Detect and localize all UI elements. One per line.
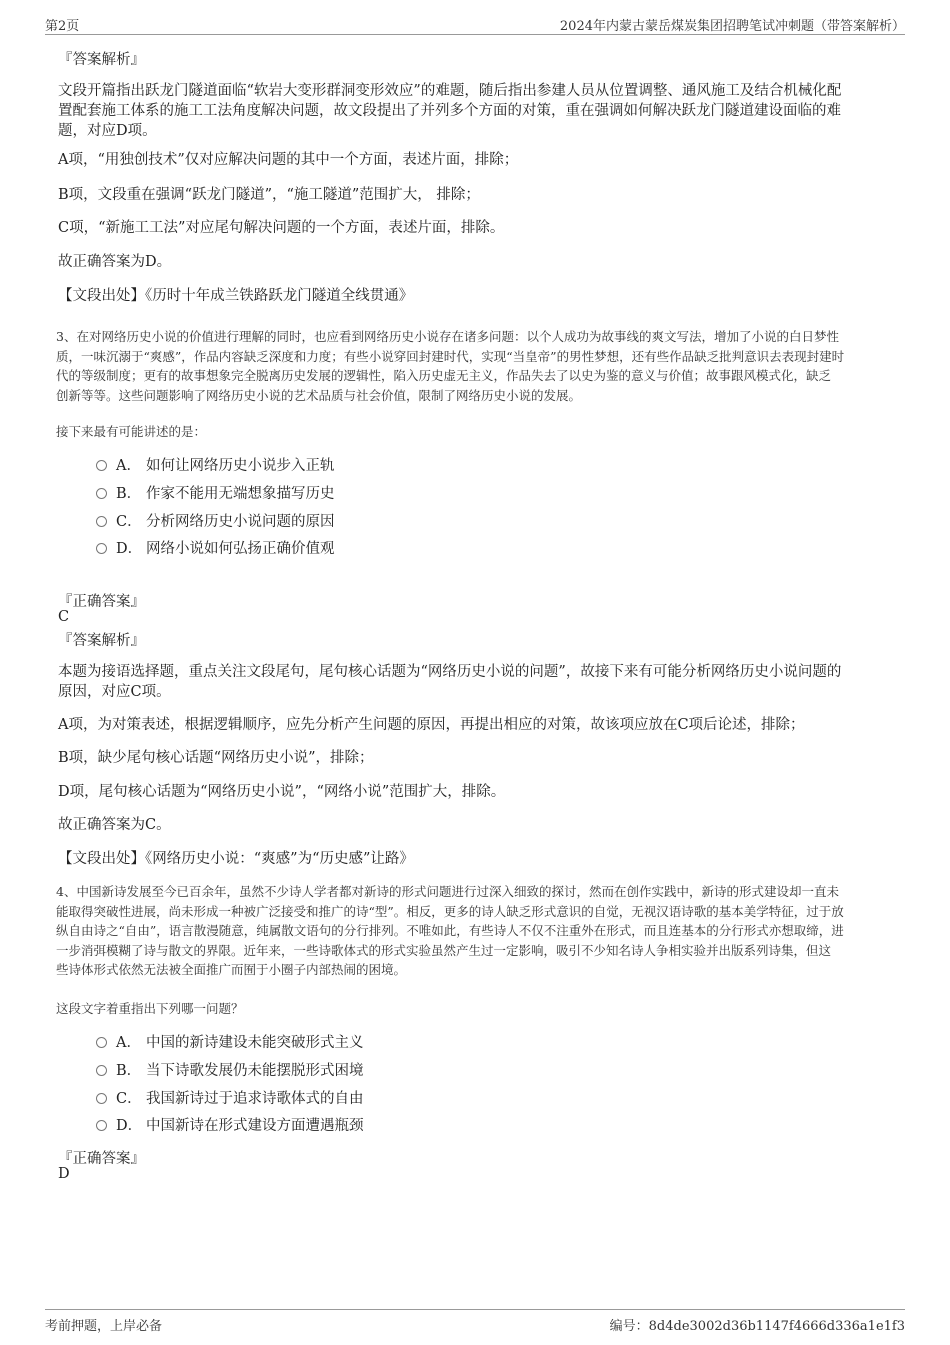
q3-passage-line: 创新等等。这些问题影响了网络历史小说的艺术品质与社会价值，限制了网络历史小说的发展。: [56, 387, 582, 403]
q3-answer: C: [58, 609, 70, 625]
q2-option-c-analysis: C项，“新施工工法”对应尾句解决问题的一个方面，表述片面，排除。: [58, 220, 505, 236]
q4-option-d[interactable]: D． 中国新诗在形式建设方面遭遇瓶颈: [96, 1116, 364, 1136]
q3-conclusion: 故正确答案为C。: [58, 817, 171, 833]
radio-icon[interactable]: [96, 516, 107, 527]
q2-analysis-line: 置配套施工体系的施工工法角度解决问题，故文段提出了并列多个方面的对策，重在强调如何解决跃龙门隧道建设面临的难: [58, 103, 841, 119]
q4-passage-line: 4、中国新诗发展至今已百余年，虽然不少诗人学者都对新诗的形式问题进行过深入细致的探讨，然而在创作实践中，新诗的形式建设却一直未: [56, 884, 839, 899]
page-number: 第2页: [45, 19, 80, 34]
q3-passage-line: 代的等级制度；更有的故事想象完全脱离历史发展的逻辑性，陷入历史虚无主义，作品失去了以史为鉴的意义与价值；故事跟风模式化，缺乏: [56, 368, 832, 383]
q4-option-a[interactable]: A． 中国的新诗建设未能突破形式主义: [96, 1033, 364, 1053]
q3-passage-line: 质，一味沉溺于“爽感”，作品内容缺乏深度和力度；有些小说穿回封建时代，实现“当皇帝”的男性梦想，还有些作品缺乏批判意识去表现封建时: [56, 348, 845, 364]
radio-icon[interactable]: [96, 460, 107, 471]
q3-analysis-label: 『答案解析』: [58, 633, 145, 649]
q3-passage-line: 3、在对网络历史小说的价值进行理解的同时，也应看到网络历史小说存在诸多问题：以个人成功为故事线的爽文写法，增加了小说的白日梦性: [56, 329, 839, 344]
q3-option-b[interactable]: B． 作家不能用无端想象描写历史: [96, 484, 335, 504]
q3-option-b-analysis: B项，缺少尾句核心话题“网络历史小说”，排除；: [58, 750, 374, 766]
q2-analysis-label: 『答案解析』: [58, 52, 145, 68]
q3-option-a[interactable]: A． 如何让网络历史小说步入正轨: [96, 456, 335, 476]
document-id: 编号：8d4de3002d36b1147f4666d336a1e1f3: [609, 1319, 905, 1334]
q3-analysis-line: 本题为接语选择题，重点关注文段尾句，尾句核心话题为“网络历史小说的问题”，故接下来有可能分析网络历史小说问题的: [58, 664, 842, 680]
q2-conclusion: 故正确答案为D。: [58, 254, 172, 270]
q4-passage-line: 些诗体形式依然无法被全面推广而囿于小圈子内部热闹的困境。: [56, 962, 407, 977]
radio-icon[interactable]: [96, 488, 107, 499]
q3-passage: [56, 327, 896, 405]
q2-analysis-paragraph: [58, 81, 888, 141]
q4-passage-line: 纵自由诗之“自由”，语言散漫随意，纯属散文语句的分行排列。不唯如此，有些诗人不仅不注重外在形式，而且连基本的分行形式亦想取缔，进: [56, 923, 844, 938]
radio-icon[interactable]: [96, 1065, 107, 1076]
q3-option-c[interactable]: C． 分析网络历史小说问题的原因: [96, 512, 335, 532]
q3-analysis-line: 原因，对应C项。: [58, 684, 171, 700]
page-header: [45, 12, 905, 35]
q3-option-a-analysis: A项，为对策表述，根据逻辑顺序，应先分析产生问题的原因，再提出相应的对策，故该项应放在C项后论述，排除；: [58, 717, 805, 733]
footer-slogan: 考前押题，上岸必备: [45, 1319, 163, 1334]
q2-option-b-analysis: B项，文段重在强调“跃龙门隧道”，“施工隧道”范围扩大， 排除；: [58, 187, 480, 203]
document-title: 2024年内蒙古蒙岳煤炭集团招聘笔试冲刺题（带答案解析）: [559, 19, 905, 34]
q4-answer-label: 『正确答案』: [58, 1151, 145, 1167]
q3-option-d-analysis: D项，尾句核心话题为“网络历史小说”，“网络小说”范围扩大，排除。: [58, 784, 506, 800]
q4-passage-line: 能取得突破性进展，尚未形成一种被广泛接受和推广的诗“型”。相反，更多的诗人缺乏形式意识的自觉，无视汉语诗歌的基本美学特征，过于放: [56, 903, 844, 919]
radio-icon[interactable]: [96, 1037, 107, 1048]
q3-option-d[interactable]: D． 网络小说如何弘扬正确价值观: [96, 539, 335, 559]
q2-option-a-analysis: A项，“用独创技术”仅对应解决问题的其中一个方面，表述片面，排除；: [58, 152, 519, 168]
radio-icon[interactable]: [96, 1120, 107, 1131]
q3-answer-label: 『正确答案』: [58, 594, 145, 610]
radio-icon[interactable]: [96, 543, 107, 554]
q4-passage-line: 一步消弭模糊了诗与散文的界限。近年来，一些诗歌体式的形式实验虽然产生过一定影响，吸引不少知名诗人争相实验并出版系列诗集，但这: [56, 942, 832, 958]
page-footer: [45, 1309, 905, 1334]
q4-option-c[interactable]: C． 我国新诗过于追求诗歌体式的自由: [96, 1089, 364, 1109]
q3-question: 接下来最有可能讲述的是：: [56, 424, 207, 439]
q2-analysis-line: 文段开篇指出跃龙门隧道面临“软岩大变形群洞变形效应”的难题，随后指出参建人员从位置调整、通风施工及结合机械化配: [58, 83, 842, 99]
q3-analysis-paragraph: [58, 662, 888, 702]
radio-icon[interactable]: [96, 1093, 107, 1104]
q4-answer: D: [58, 1166, 70, 1182]
q4-question: 这段文字着重指出下列哪一问题？: [56, 1001, 244, 1016]
q4-passage: [56, 882, 896, 980]
q4-option-b[interactable]: B． 当下诗歌发展仍未能摆脱形式困境: [96, 1061, 364, 1081]
q2-source: 【文段出处】《历时十年成兰铁路跃龙门隧道全线贯通》: [58, 288, 414, 304]
q2-analysis-line: 题，对应D项。: [58, 123, 157, 139]
q3-source: 【文段出处】《网络历史小说：“爽感”为“历史感”让路》: [58, 851, 414, 867]
